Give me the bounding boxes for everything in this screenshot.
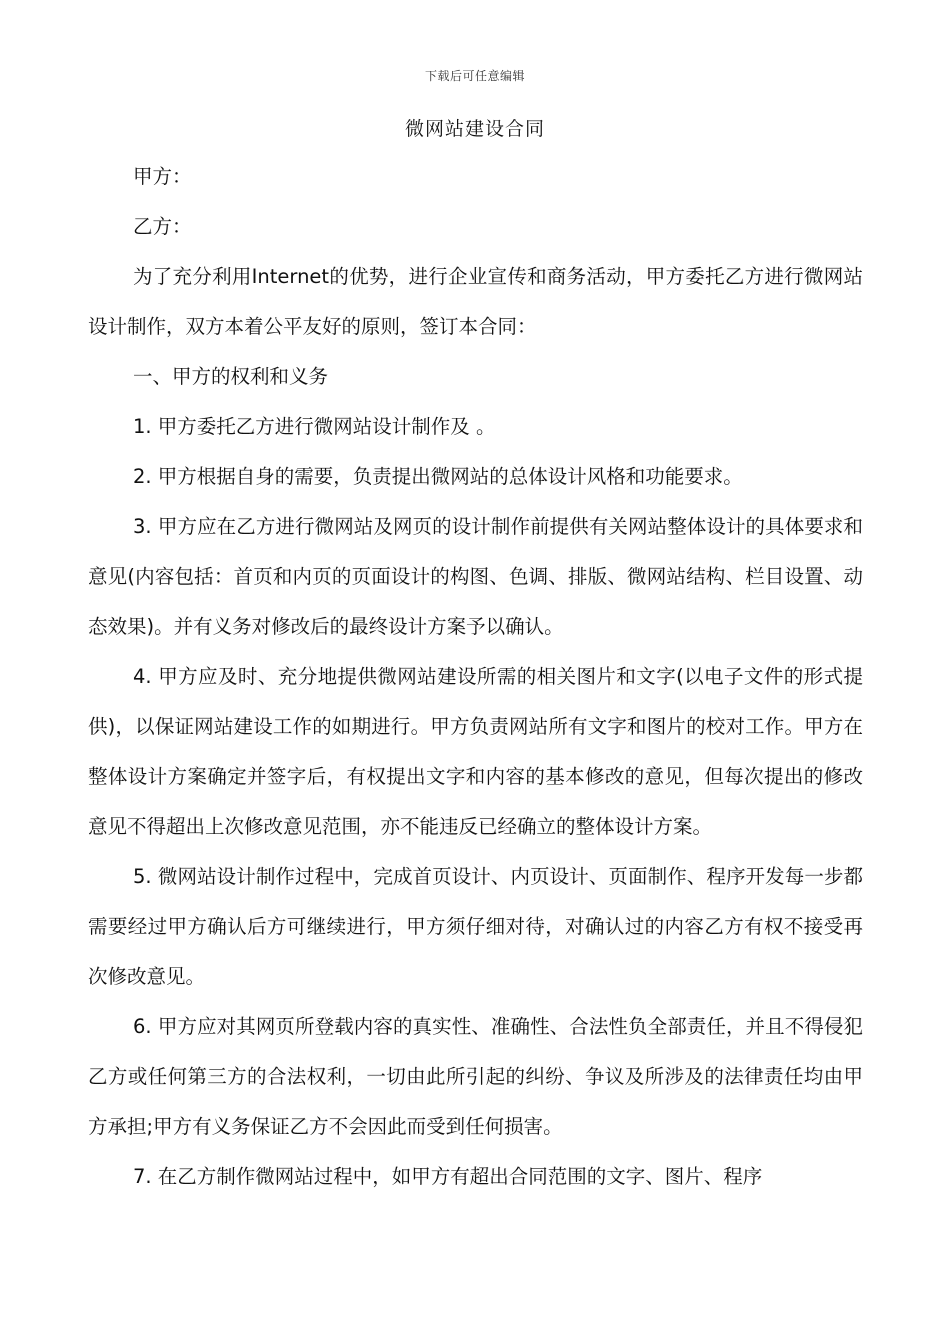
document-body [88, 152, 863, 1202]
clause-7: 7. 在乙方制作微网站过程中，如甲方有超出合同范围的文字、图片、程序 [133, 1165, 763, 1188]
intro-paragraph: 为了充分利用Internet的优势，进行企业宣传和商务活动，甲方委托乙方进行微网站设计制作，双方本着公平友好的原则，签订本合同： [88, 265, 863, 338]
clause-5: 5. 微网站设计制作过程中，完成首页设计、内页设计、页面制作、程序开发每一步都需要经过甲方确认后方可继续进行，甲方须仔细对待，对确认过的内容乙方有权不接受再次修改意见。 [88, 865, 863, 988]
header-note: 下载后可任意编辑 [424, 69, 525, 83]
party-b-line: 乙方： [133, 215, 192, 238]
document-title: 微网站建设合同 [404, 118, 545, 140]
clause-6: 6. 甲方应对其网页所登载内容的真实性、准确性、合法性负全部责任，并且不得侵犯乙方或任何第三方的合法权利，一切由此所引起的纠纷、争议及所涉及的法律责任均由甲方承担;甲方有义务保证乙方不会因此而受到任何损害。 [88, 1015, 863, 1138]
clause-1: 1. 甲方委托乙方进行微网站设计制作及 。 [133, 415, 496, 438]
clause-3: 3. 甲方应在乙方进行微网站及网页的设计制作前提供有关网站整体设计的具体要求和意见(内容包括：首页和内页的页面设计的构图、色调、排版、微网站结构、栏目设置、动态效果)。并有义务对修改后的最终设计方案予以确认。 [88, 515, 863, 638]
clause-2: 2. 甲方根据自身的需要，负责提出微网站的总体设计风格和功能要求。 [133, 465, 743, 488]
party-a-line: 甲方： [133, 165, 192, 188]
section-heading: 一、甲方的权利和义务 [133, 365, 329, 388]
clause-4: 4. 甲方应及时、充分地提供微网站建设所需的相关图片和文字(以电子文件的形式提供)，以保证网站建设工作的如期进行。甲方负责网站所有文字和图片的校对工作。甲方在整体设计方案确定并签字后，有权提出文字和内容的基本修改的意见，但每次提出的修改意见不得超出上次修改意见范围，亦不能违反已经确立的整体设计方案。 [88, 665, 863, 838]
